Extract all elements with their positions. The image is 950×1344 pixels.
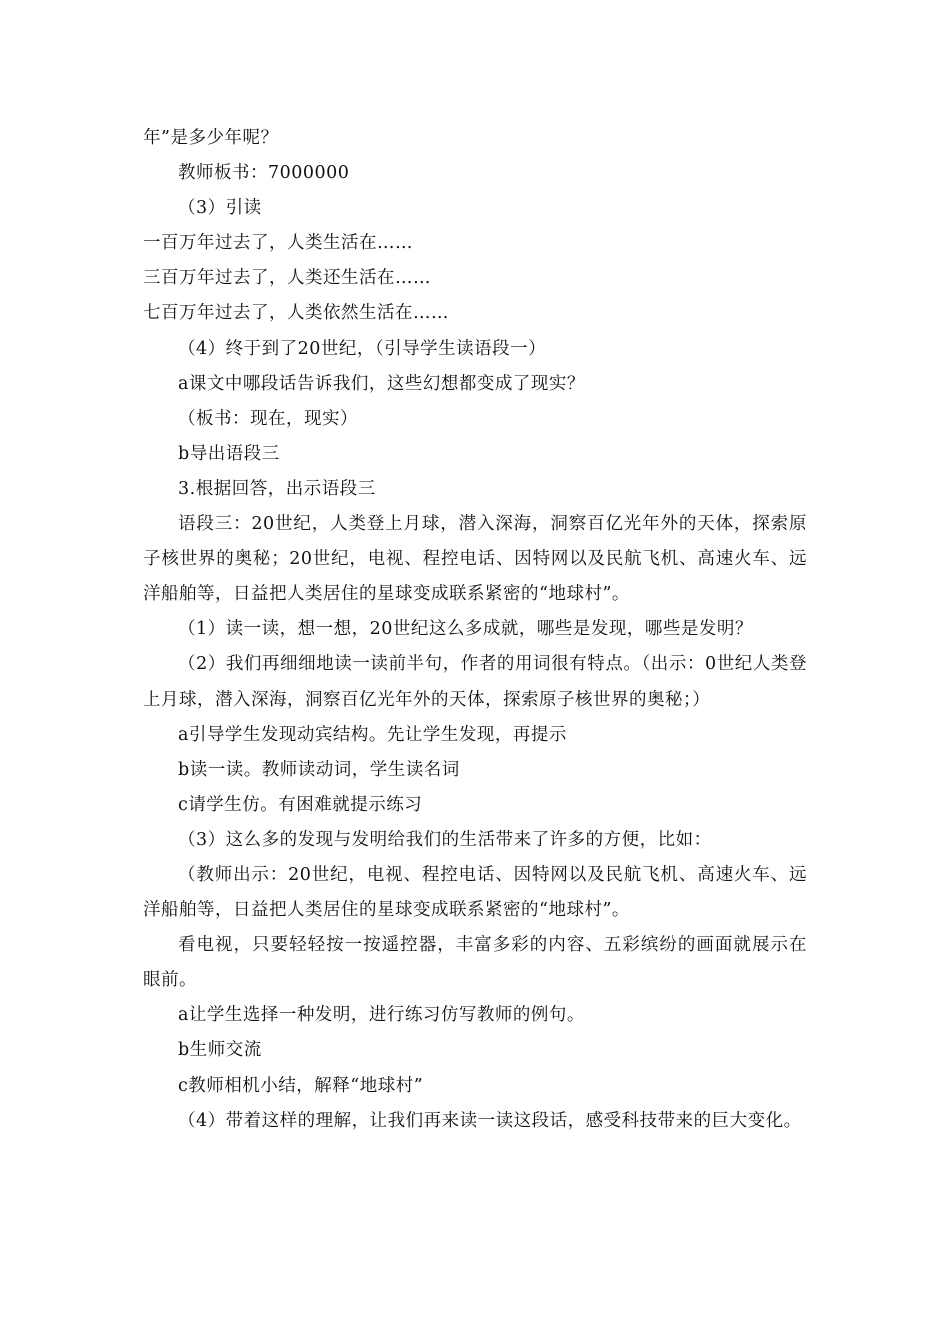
paragraph: 教师板书：7000000 <box>178 163 350 184</box>
paragraph: 七百万年过去了，人类依然生活在…… <box>143 303 449 324</box>
paragraph: 3.根据回答，出示语段三 <box>178 478 376 499</box>
paragraph: 年”是多少年呢？ <box>143 128 279 148</box>
paragraph: b导出语段三 <box>178 443 280 464</box>
document-body <box>143 121 807 1139</box>
paragraph: （4）带着这样的理解，让我们再来读一读这段话，感受科技带来的巨大变化。 <box>178 1110 802 1131</box>
paragraph: b读一读。教师读动词，学生读名词 <box>178 759 460 780</box>
paragraph: b生师交流 <box>178 1040 262 1061</box>
paragraph: 语段三：20世纪，人类登上月球，潜入深海，洞察百亿光年外的天体，探索原子核世界的奥秘；20世纪，电视、程控电话、因特网以及民航飞机、高速火车、远洋船舶等，日益把人类居住的星球变成联系紧密的“地球村”。 <box>143 514 807 605</box>
paragraph: a课文中哪段话告诉我们，这些幻想都变成了现实？ <box>178 373 585 394</box>
paragraph: a让学生选择一种发明，进行练习仿写教师的例句。 <box>178 1005 585 1026</box>
paragraph: 一百万年过去了，人类生活在…… <box>143 233 413 254</box>
paragraph: （4）终于到了20世纪，（引导学生读语段一） <box>178 338 547 359</box>
paragraph: a引导学生发现动宾结构。先让学生发现，再提示 <box>178 724 567 745</box>
paragraph: （3）引读 <box>178 198 262 219</box>
paragraph: （2）我们再细细地读一读前半句，作者的用词很有特点。（出示：0世纪人类登上月球，潜入深海，洞察百亿光年外的天体，探索原子核世界的奥秘；） <box>143 654 807 710</box>
paragraph: c请学生仿。有困难就提示练习 <box>178 794 423 815</box>
paragraph: （板书：现在，现实） <box>178 408 358 429</box>
paragraph: c教师相机小结，解释“地球村” <box>178 1075 424 1096</box>
paragraph: （1）读一读，想一想，20世纪这么多成就，哪些是发现，哪些是发明？ <box>178 619 753 640</box>
paragraph: 三百万年过去了，人类还生活在…… <box>143 268 431 289</box>
paragraph: （教师出示：20世纪，电视、程控电话、因特网以及民航飞机、高速火车、远洋船舶等，日益把人类居住的星球变成联系紧密的“地球村”。 <box>143 864 807 921</box>
paragraph: （3）这么多的发现与发明给我们的生活带来了许多的方便，比如： <box>178 829 712 850</box>
paragraph: 看电视，只要轻轻按一按遥控器，丰富多彩的内容、五彩缤纷的画面就展示在眼前。 <box>143 935 807 991</box>
